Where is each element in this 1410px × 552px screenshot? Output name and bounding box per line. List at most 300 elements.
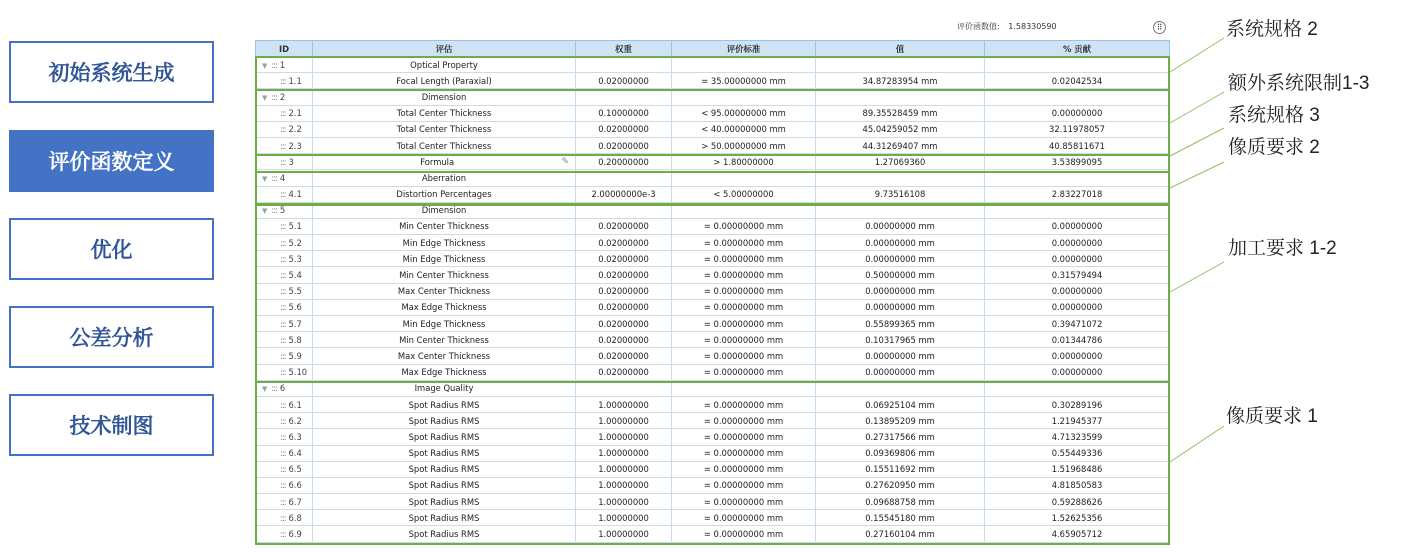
cell-criterion[interactable] xyxy=(672,218,816,234)
drag-handle-icon[interactable]: ::: xyxy=(280,399,286,410)
cell-weight[interactable] xyxy=(576,267,672,283)
cell-contribution[interactable] xyxy=(985,170,1170,186)
cell-eval[interactable] xyxy=(313,186,576,202)
row-id-text: 6.9 xyxy=(288,529,302,540)
cell-eval[interactable] xyxy=(313,396,576,412)
cell-eval[interactable] xyxy=(313,57,576,73)
cell-criterion[interactable] xyxy=(672,364,816,380)
drag-handle-icon[interactable]: ::: xyxy=(280,124,286,135)
cell-weight-text: 2.00000000e-3 xyxy=(591,189,656,200)
cell-value[interactable] xyxy=(816,121,985,137)
cell-contribution[interactable] xyxy=(985,526,1170,542)
cell-value[interactable] xyxy=(816,251,985,267)
drag-handle-icon[interactable]: ::: xyxy=(280,156,286,167)
cell-contribution-text: 3.53899095 xyxy=(1051,156,1103,167)
cell-weight[interactable] xyxy=(576,477,672,493)
cell-id[interactable] xyxy=(256,137,313,153)
cell-weight-text: 1.00000000 xyxy=(598,529,649,540)
cell-contribution[interactable] xyxy=(985,251,1170,267)
cell-eval-text: Max Edge Thickness xyxy=(401,367,487,378)
cell-contribution[interactable] xyxy=(985,477,1170,493)
drag-handle-icon[interactable]: ::: xyxy=(280,367,286,378)
cell-value[interactable] xyxy=(816,445,985,461)
cell-weight[interactable] xyxy=(576,299,672,315)
cell-value[interactable] xyxy=(816,283,985,299)
drag-handle-icon[interactable]: ::: xyxy=(280,529,286,540)
cell-criterion[interactable] xyxy=(672,170,816,186)
drag-handle-icon[interactable]: ::: xyxy=(280,221,286,232)
cell-criterion[interactable] xyxy=(672,348,816,364)
cell-eval[interactable] xyxy=(313,170,576,186)
cell-eval[interactable] xyxy=(313,267,576,283)
cell-weight[interactable] xyxy=(576,73,672,89)
cell-criterion[interactable] xyxy=(672,202,816,218)
cell-id[interactable] xyxy=(256,316,313,332)
cell-id[interactable] xyxy=(256,413,313,429)
cell-criterion[interactable] xyxy=(672,477,816,493)
nav-tolerance-analysis[interactable]: 公差分析 xyxy=(9,306,214,368)
table-row[interactable] xyxy=(256,364,1170,380)
cell-id[interactable] xyxy=(256,445,313,461)
settings-icon[interactable]: ⠿ xyxy=(1153,21,1166,34)
cell-contribution[interactable] xyxy=(985,137,1170,153)
group-row[interactable] xyxy=(256,170,1170,186)
cell-contribution[interactable] xyxy=(985,154,1170,170)
cell-contribution[interactable] xyxy=(985,202,1170,218)
cell-criterion[interactable] xyxy=(672,73,816,89)
cell-criterion[interactable] xyxy=(672,235,816,251)
cell-value[interactable] xyxy=(816,89,985,105)
cell-weight[interactable] xyxy=(576,316,672,332)
expand-triangle-icon[interactable]: ▼ xyxy=(262,174,268,183)
nav-optimization[interactable]: 优化 xyxy=(9,218,214,280)
cell-weight[interactable] xyxy=(576,364,672,380)
drag-handle-icon[interactable]: ::: xyxy=(280,512,286,523)
cell-eval[interactable] xyxy=(313,348,576,364)
cell-eval-text: Spot Radius RMS xyxy=(408,512,480,523)
table-row[interactable] xyxy=(256,461,1170,477)
cell-contribution[interactable] xyxy=(985,89,1170,105)
row-id-text: 6.1 xyxy=(288,399,302,410)
cell-contribution-text: 0.02042534 xyxy=(1051,75,1103,86)
cell-contribution[interactable] xyxy=(985,73,1170,89)
cell-criterion[interactable] xyxy=(672,283,816,299)
cell-value[interactable] xyxy=(816,332,985,348)
cell-eval[interactable] xyxy=(313,364,576,380)
cell-eval[interactable] xyxy=(313,137,576,153)
cell-value[interactable] xyxy=(816,235,985,251)
cell-id[interactable] xyxy=(256,364,313,380)
cell-id[interactable] xyxy=(256,526,313,542)
cell-value[interactable] xyxy=(816,170,985,186)
cell-weight[interactable] xyxy=(576,235,672,251)
drag-handle-icon[interactable]: ::: xyxy=(271,383,277,394)
cell-value[interactable] xyxy=(816,105,985,121)
cell-criterion[interactable] xyxy=(672,89,816,105)
cell-contribution[interactable] xyxy=(985,332,1170,348)
cell-value[interactable] xyxy=(816,477,985,493)
cell-contribution[interactable] xyxy=(985,267,1170,283)
cell-contribution[interactable] xyxy=(985,445,1170,461)
cell-value[interactable] xyxy=(816,380,985,396)
cell-contribution-text: 4.65905712 xyxy=(1051,529,1103,540)
cell-criterion-text: = 0.00000000 mm xyxy=(703,512,784,523)
col-value[interactable]: 值 xyxy=(816,41,985,57)
cell-value[interactable] xyxy=(816,494,985,510)
cell-eval[interactable] xyxy=(313,461,576,477)
cell-id[interactable] xyxy=(256,396,313,412)
cell-value[interactable] xyxy=(816,267,985,283)
cell-weight[interactable] xyxy=(576,154,672,170)
cell-criterion-text: = 0.00000000 mm xyxy=(703,350,784,361)
cell-criterion-text: = 0.00000000 mm xyxy=(703,221,784,232)
cell-id[interactable] xyxy=(256,218,313,234)
drag-handle-icon[interactable]: ::: xyxy=(280,140,286,151)
cell-weight-text: 0.02000000 xyxy=(598,124,649,135)
table-row[interactable] xyxy=(256,283,1170,299)
col-criterion[interactable]: 评价标准 xyxy=(672,41,816,57)
drag-handle-icon[interactable]: ::: xyxy=(280,448,286,459)
cell-weight[interactable] xyxy=(576,348,672,364)
cell-criterion[interactable] xyxy=(672,332,816,348)
cell-weight[interactable] xyxy=(576,137,672,153)
row-id-text: 5 xyxy=(279,205,286,216)
cell-weight[interactable] xyxy=(576,105,672,121)
cell-value[interactable] xyxy=(816,218,985,234)
cell-contribution[interactable] xyxy=(985,429,1170,445)
cell-criterion[interactable] xyxy=(672,121,816,137)
cell-weight[interactable] xyxy=(576,202,672,218)
cell-id[interactable] xyxy=(256,170,313,186)
drag-handle-icon[interactable]: ::: xyxy=(280,464,286,475)
cell-eval[interactable] xyxy=(313,332,576,348)
cell-value[interactable] xyxy=(816,348,985,364)
col-contribution[interactable]: % 贡献 xyxy=(985,41,1170,57)
group-row[interactable] xyxy=(256,57,1170,73)
cell-id[interactable] xyxy=(256,202,313,218)
cell-criterion[interactable] xyxy=(672,396,816,412)
annotation-image-quality-1: 像质要求 1 xyxy=(1226,406,1318,427)
table-row[interactable] xyxy=(256,348,1170,364)
cell-weight-text: 0.02000000 xyxy=(598,237,649,248)
cell-eval[interactable] xyxy=(313,494,576,510)
cell-value[interactable] xyxy=(816,461,985,477)
col-id[interactable]: ID xyxy=(256,41,313,57)
cell-eval[interactable] xyxy=(313,251,576,267)
cell-id[interactable] xyxy=(256,283,313,299)
table-row[interactable] xyxy=(256,413,1170,429)
cell-value-text: 0.09369806 mm xyxy=(865,448,935,459)
cell-value[interactable] xyxy=(816,510,985,526)
nav-initial-system[interactable]: 初始系统生成 xyxy=(9,41,214,103)
table-row[interactable] xyxy=(256,73,1170,89)
cell-contribution-text: 0.00000000 xyxy=(1051,286,1103,297)
cell-weight-text: 0.02000000 xyxy=(598,318,649,329)
cell-id[interactable] xyxy=(256,348,313,364)
drag-handle-icon[interactable]: ::: xyxy=(280,350,286,361)
drag-handle-icon[interactable]: ::: xyxy=(280,431,286,442)
cell-id[interactable] xyxy=(256,105,313,121)
cell-contribution[interactable] xyxy=(985,121,1170,137)
cell-weight-text: 0.02000000 xyxy=(598,221,649,232)
cell-eval-text: Spot Radius RMS xyxy=(408,529,480,540)
cell-id[interactable] xyxy=(256,510,313,526)
cell-criterion[interactable] xyxy=(672,154,816,170)
drag-handle-icon[interactable]: ::: xyxy=(280,318,286,329)
cell-weight[interactable] xyxy=(576,380,672,396)
table-row[interactable] xyxy=(256,445,1170,461)
expand-triangle-icon[interactable]: ▼ xyxy=(262,385,268,394)
table-row[interactable] xyxy=(256,235,1170,251)
drag-handle-icon[interactable]: ::: xyxy=(280,334,286,345)
cell-eval-text: Spot Radius RMS xyxy=(408,448,480,459)
row-id-text: 1.1 xyxy=(288,75,302,86)
table-row[interactable] xyxy=(256,299,1170,315)
cell-weight[interactable] xyxy=(576,57,672,73)
cell-contribution[interactable] xyxy=(985,510,1170,526)
cell-contribution[interactable] xyxy=(985,299,1170,315)
cell-weight-text: 1.00000000 xyxy=(598,464,649,475)
cell-eval[interactable] xyxy=(313,429,576,445)
row-id-text: 5.2 xyxy=(288,237,302,248)
table-row[interactable] xyxy=(256,267,1170,283)
cell-eval[interactable] xyxy=(313,73,576,89)
cell-eval[interactable] xyxy=(313,299,576,315)
cell-eval[interactable] xyxy=(313,316,576,332)
cell-criterion[interactable] xyxy=(672,137,816,153)
merit-function-table xyxy=(255,40,1169,543)
cell-eval[interactable] xyxy=(313,510,576,526)
cell-eval[interactable] xyxy=(313,477,576,493)
cell-weight[interactable] xyxy=(576,461,672,477)
cell-contribution[interactable] xyxy=(985,316,1170,332)
cell-weight[interactable] xyxy=(576,526,672,542)
drag-handle-icon[interactable]: ::: xyxy=(280,270,286,281)
cell-contribution[interactable] xyxy=(985,461,1170,477)
cell-value[interactable] xyxy=(816,364,985,380)
cell-weight[interactable] xyxy=(576,218,672,234)
cell-id[interactable] xyxy=(256,121,313,137)
drag-handle-icon[interactable]: ::: xyxy=(280,108,286,119)
cell-contribution[interactable] xyxy=(985,348,1170,364)
cell-value[interactable] xyxy=(816,429,985,445)
drag-handle-icon[interactable]: ::: xyxy=(280,496,286,507)
cell-value[interactable] xyxy=(816,526,985,542)
edit-icon[interactable]: ✎ xyxy=(561,156,569,167)
cell-value[interactable] xyxy=(816,202,985,218)
cell-criterion[interactable] xyxy=(672,429,816,445)
cell-eval[interactable] xyxy=(313,105,576,121)
cell-criterion[interactable] xyxy=(672,316,816,332)
cell-id[interactable] xyxy=(256,429,313,445)
drag-handle-icon[interactable]: ::: xyxy=(280,480,286,491)
table-row[interactable] xyxy=(256,510,1170,526)
row-id-text: 6.2 xyxy=(288,415,302,426)
drag-handle-icon[interactable]: ::: xyxy=(280,286,286,297)
cell-criterion[interactable] xyxy=(672,526,816,542)
cell-value[interactable] xyxy=(816,299,985,315)
cell-id[interactable] xyxy=(256,332,313,348)
cell-contribution-text: 0.00000000 xyxy=(1051,350,1103,361)
cell-contribution[interactable] xyxy=(985,364,1170,380)
group-row[interactable] xyxy=(256,89,1170,105)
row-id-text: 6.7 xyxy=(288,496,302,507)
cell-value-text: 0.00000000 mm xyxy=(865,286,935,297)
cell-weight[interactable] xyxy=(576,283,672,299)
drag-handle-icon[interactable]: ::: xyxy=(280,237,286,248)
drag-handle-icon[interactable]: ::: xyxy=(271,59,277,70)
cell-weight[interactable] xyxy=(576,429,672,445)
drag-handle-icon[interactable]: ::: xyxy=(271,91,277,102)
col-weight[interactable]: 权重 xyxy=(576,41,672,57)
drag-handle-icon[interactable]: ::: xyxy=(271,172,277,183)
cell-id[interactable] xyxy=(256,73,313,89)
cell-contribution[interactable] xyxy=(985,380,1170,396)
drag-handle-icon[interactable]: ::: xyxy=(280,189,286,200)
group-row[interactable] xyxy=(256,380,1170,396)
cell-contribution[interactable] xyxy=(985,396,1170,412)
cell-value[interactable] xyxy=(816,396,985,412)
nav-merit-function[interactable]: 评价函数定义 xyxy=(9,130,214,192)
cell-id[interactable] xyxy=(256,380,313,396)
cell-eval[interactable] xyxy=(313,235,576,251)
cell-contribution[interactable] xyxy=(985,186,1170,202)
cell-criterion-text: > 50.00000000 mm xyxy=(701,140,786,151)
cell-eval[interactable] xyxy=(313,121,576,137)
cell-criterion[interactable] xyxy=(672,267,816,283)
drag-handle-icon[interactable]: ::: xyxy=(280,253,286,264)
cell-criterion[interactable] xyxy=(672,494,816,510)
cell-criterion[interactable] xyxy=(672,299,816,315)
drag-handle-icon[interactable]: ::: xyxy=(280,415,286,426)
table-row[interactable] xyxy=(256,105,1170,121)
table-row[interactable] xyxy=(256,396,1170,412)
cell-id[interactable] xyxy=(256,494,313,510)
cell-id[interactable] xyxy=(256,251,313,267)
cell-eval-text: Total Center Thickness xyxy=(396,124,492,135)
cell-eval[interactable] xyxy=(313,218,576,234)
cell-value[interactable] xyxy=(816,57,985,73)
cell-criterion[interactable] xyxy=(672,461,816,477)
table-row[interactable] xyxy=(256,251,1170,267)
cell-id[interactable] xyxy=(256,154,313,170)
drag-handle-icon[interactable]: ::: xyxy=(271,205,277,216)
col-eval[interactable]: 评估 xyxy=(313,41,576,57)
table-row[interactable] xyxy=(256,332,1170,348)
expand-triangle-icon[interactable]: ▼ xyxy=(262,93,268,102)
cell-criterion[interactable] xyxy=(672,445,816,461)
cell-id[interactable] xyxy=(256,461,313,477)
cell-contribution[interactable] xyxy=(985,235,1170,251)
cell-weight[interactable] xyxy=(576,445,672,461)
cell-value[interactable] xyxy=(816,316,985,332)
cell-id[interactable] xyxy=(256,477,313,493)
cell-weight[interactable] xyxy=(576,396,672,412)
cell-weight[interactable] xyxy=(576,413,672,429)
cell-criterion[interactable] xyxy=(672,105,816,121)
cell-weight[interactable] xyxy=(576,89,672,105)
drag-handle-icon[interactable]: ::: xyxy=(280,75,286,86)
expand-triangle-icon[interactable]: ▼ xyxy=(262,61,268,70)
cell-id[interactable] xyxy=(256,235,313,251)
group-row[interactable] xyxy=(256,202,1170,218)
cell-criterion[interactable] xyxy=(672,380,816,396)
cell-value[interactable] xyxy=(816,154,985,170)
cell-id[interactable] xyxy=(256,299,313,315)
cell-criterion[interactable] xyxy=(672,510,816,526)
cell-value[interactable] xyxy=(816,186,985,202)
table-header xyxy=(256,41,1170,57)
table-row[interactable] xyxy=(256,429,1170,445)
annotation-system-spec-2: 系统规格 2 xyxy=(1226,19,1318,40)
cell-contribution[interactable] xyxy=(985,105,1170,121)
table-row[interactable] xyxy=(256,137,1170,153)
table-row[interactable] xyxy=(256,186,1170,202)
table-row[interactable] xyxy=(256,316,1170,332)
cell-eval[interactable] xyxy=(313,380,576,396)
cell-contribution-text: 0.00000000 xyxy=(1051,108,1103,119)
cell-contribution-text: 0.00000000 xyxy=(1051,221,1103,232)
cell-id[interactable] xyxy=(256,186,313,202)
cell-value[interactable] xyxy=(816,137,985,153)
cell-contribution[interactable] xyxy=(985,494,1170,510)
cell-weight[interactable] xyxy=(576,494,672,510)
cell-eval[interactable] xyxy=(313,154,576,170)
nav-technical-drawing[interactable]: 技术制图 xyxy=(9,394,214,456)
cell-criterion[interactable] xyxy=(672,186,816,202)
cell-criterion[interactable] xyxy=(672,413,816,429)
table-row[interactable] xyxy=(256,526,1170,542)
cell-contribution[interactable] xyxy=(985,413,1170,429)
cell-id[interactable] xyxy=(256,89,313,105)
cell-eval[interactable] xyxy=(313,202,576,218)
cell-contribution-text: 40.85811671 xyxy=(1049,140,1105,151)
table-row[interactable] xyxy=(256,218,1170,234)
cell-contribution[interactable] xyxy=(985,283,1170,299)
cell-eval[interactable] xyxy=(313,445,576,461)
cell-value-text: 34.87283954 mm xyxy=(862,75,938,86)
table-row[interactable] xyxy=(256,477,1170,493)
cell-eval[interactable] xyxy=(313,283,576,299)
cell-criterion[interactable] xyxy=(672,251,816,267)
table-row[interactable] xyxy=(256,121,1170,137)
cell-id[interactable] xyxy=(256,57,313,73)
cell-value[interactable] xyxy=(816,413,985,429)
cell-id[interactable] xyxy=(256,267,313,283)
cell-contribution[interactable] xyxy=(985,57,1170,73)
cell-weight[interactable] xyxy=(576,251,672,267)
cell-weight[interactable] xyxy=(576,510,672,526)
cell-weight[interactable] xyxy=(576,186,672,202)
cell-eval[interactable] xyxy=(313,89,576,105)
cell-eval[interactable] xyxy=(313,413,576,429)
expand-triangle-icon[interactable]: ▼ xyxy=(262,207,268,216)
cell-weight[interactable] xyxy=(576,170,672,186)
cell-contribution-text: 0.39471072 xyxy=(1051,318,1103,329)
cell-criterion[interactable] xyxy=(672,57,816,73)
cell-eval[interactable] xyxy=(313,526,576,542)
cell-eval-text: Spot Radius RMS xyxy=(408,496,480,507)
cell-criterion-text: = 0.00000000 mm xyxy=(703,302,784,313)
cell-contribution[interactable] xyxy=(985,218,1170,234)
drag-handle-icon[interactable]: ::: xyxy=(280,302,286,313)
cell-weight[interactable] xyxy=(576,121,672,137)
cell-value[interactable] xyxy=(816,73,985,89)
cell-contribution-text: 1.52625356 xyxy=(1051,512,1103,523)
table-row[interactable] xyxy=(256,494,1170,510)
cell-weight[interactable] xyxy=(576,332,672,348)
table-row[interactable] xyxy=(256,154,1170,170)
